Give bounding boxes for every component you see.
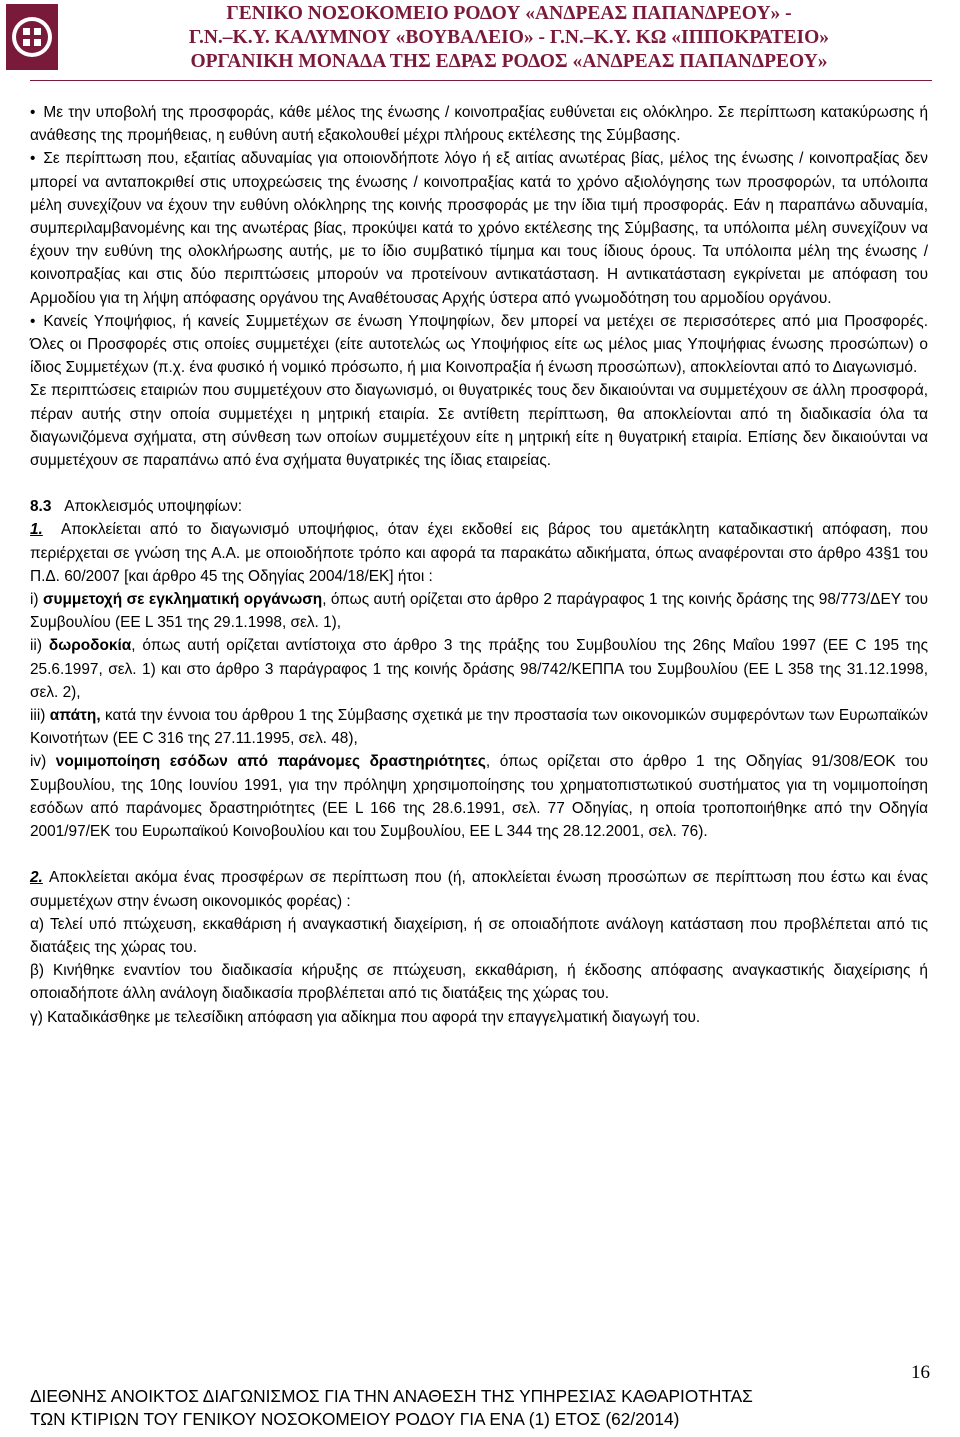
section-number: 8.3 — [30, 498, 52, 516]
header-line-1: ΓΕΝΙΚΟ ΝΟΣΟΚΟΜΕΙΟ ΡΟΔΟΥ «ΑΝΔΡΕΑΣ ΠΑΠΑΝΔΡΕΟΥ» - — [226, 3, 792, 24]
page-footer — [30, 1385, 930, 1431]
subclause-g: γ) Καταδικάσθηκε με τελεσίδικη απόφαση για αδίκημα που αφορά την επαγγελματική διαγωγή του. — [30, 1008, 701, 1026]
paragraph-text: Σε περίπτωση που, εξαιτίας αδυναμίας για οποιονδήποτε λόγο ή εξ αιτίας ανωτέρας βίας, μέλος της ένωσης / κοινοπραξίας δεν μπορεί να ανταποκριθεί στις υποχρεώσεις της ένωσης / κοινοπραξίας κατά το χρόνο αξιολόγησης των προσφορών, τα υπόλοιπα μέλη συνεχίζουν να έχουν την ευθύνη ολόκληρης της κοινής προσφοράς με την ίδια τιμή προσφοράς. Εάν η παραπάνω αδυναμία, συμπεριλαμβανομένης και της ανωτέρας βίας, προκύψει κατά το χρόνο εκτέλεσης της Σύμβασης, τα υπόλοιπα μέλη συνεχίζουν να έχουν την ευθύνη της ολοκλήρωσης αυτής, με το ίδιο συμβατικό τίμημα και τους ίδιους όρους. Τα υπόλοιπα μέλη της ένωσης / κοινοπραξίας και στις δύο περιπτώσεις μπορούν να προτείνουν αντικατάσταση. Η αντικατάσταση εγκρίνεται με απόφαση του Αρμοδίου για τη λήψη απόφασης οργάνου της Αναθέτουσας Αρχής ύστερα από γνωμοδότηση του αρμοδίου οργάνου. — [30, 150, 928, 307]
item-2 — [30, 866, 928, 912]
section-heading — [30, 495, 928, 518]
clause-term: απάτη, — [49, 707, 101, 725]
clause-label: iv) — [30, 753, 47, 771]
clause-term: νομιμοποίηση εσόδων από παράνομες δραστηριότητες — [55, 753, 486, 771]
bullet-icon: • — [30, 150, 36, 168]
footer-line-2: ΤΩΝ ΚΤΙΡΙΩΝ ΤΟΥ ΓΕΝΙΚΟΥ ΝΟΣΟΚΟΜΕΙΟΥ ΡΟΔΟΥ ΓΙΑ ΕΝΑ (1) ΕΤΟΣ (62/2014) — [30, 1409, 680, 1429]
clause-iv — [30, 750, 928, 843]
hospital-logo-icon — [6, 4, 58, 70]
clause-label: iii) — [30, 707, 46, 725]
paragraph-subsidiaries: Σε περιπτώσεις εταιριών που συμμετέχουν στο διαγωνισμό, οι θυγατρικές τους δεν δικαιούνται να συμμετέχουν σε άλλη προσφορά, πέραν αυτής στην οποία συμμετέχει η μητρική εταιρία. Σε αντίθετη περίπτωση, θα αποκλείονται από τη διαδικασία όλα τα διαγωνιζόμενα σχήματα, στη σύνθεση των οποίων συμμετέχουν είτε η μητρική είτε η θυγατρική εταιρία. Επίσης δεν δικαιούνται να συμμετέχουν σε παραπάνω από ένα σχήματα θυγατρικές της ίδιας εταιρείας. — [30, 382, 928, 470]
clause-iii — [30, 704, 928, 750]
item-number: 1. — [30, 521, 43, 539]
item-1 — [30, 518, 928, 588]
clause-text: , όπως ορίζεται στο άρθρο 1 της Οδηγίας 91/308/ΕΟΚ του Συμβουλίου, της 10ης Ιουνίου 1991, για την πρόληψη χρησιμοποίησης του χρηματοπιστωτικού συστήματος για τη νομιμοποίηση εσόδων από παράνομες δραστηριότητες (ΕΕ L 166 της 28.6.1991, σελ. 77 Οδηγίας, η οποία τροποποιήθηκε από την Οδηγία 2001/97/ΕΚ του Ευρωπαϊκού Κοινοβουλίου και του Συμβουλίου, ΕΕ L 344 της 28.12.2001, σελ. 76). — [30, 753, 928, 841]
clause-term: δωροδοκία — [48, 637, 132, 655]
document-body — [30, 101, 928, 1029]
clause-text: , όπως αυτή ορίζεται αντίστοιχα στο άρθρο 3 της πράξης του Συμβουλίου της 26ης Μαΐου 1997 (ΕΕ C 195 της 25.6.1997, σελ. 1) και στο άρθρο 3 παράγραφος 1 της κοινής δράσης 98/742/ΚΕΠΠΑ του Συμβουλίου (ΕΕ L 358 της 31.12.1998, σελ. 2), — [30, 637, 928, 701]
paragraph-text: Κανείς Υποψήφιος, ή κανείς Συμμετέχων σε ένωση Υποψηφίων, δεν μπορεί να μετέχει σε περισσότερες από μια Προσφορές. Όλες οι Προσφορές στις οποίες συμμετέχει (είτε αυτοτελώς ως Υποψήφιος είτε ως μέλος μιας Υποψήφιας ένωσης προσώπων) ο ίδιος Συμμετέχων (π.χ. ένα φυσικό ή νομικό πρόσωπο, ή μια Κοινοπραξία ή ένωση προσώπων), αποκλείονται από το Διαγωνισμό. — [30, 312, 928, 377]
paragraph-text: Με την υποβολή της προσφοράς, κάθε μέλος της ένωσης / κοινοπραξίας ευθύνεται εις ολόκληρο. Σε περίπτωση κατακύρωσης ή ανάθεσης της προμήθειας, η ευθύνη αυτή εξακολουθεί μέχρι πλήρους εκτέλεσης της Σύμβασης. — [30, 104, 928, 145]
item-text: Αποκλείεται ακόμα ένας προσφέρων σε περίπτωση που (ή, αποκλείεται ένωση προσώπων σε περίπτωση που έστω και ένας συμμετέχων στην ένωση οικονομικός φορέας) : — [30, 869, 928, 910]
bullet-paragraph-member-inability — [30, 147, 928, 309]
clause-label: ii) — [30, 637, 42, 655]
clause-ii — [30, 634, 928, 704]
clause-text: , όπως αυτή ορίζεται στο άρθρο 2 παράγραφος 1 της κοινής δράσης της 98/773/ΔΕΥ του Συμβουλίου (ΕΕ L 351 της 29.1.1998, σελ. 1), — [30, 591, 928, 632]
page-number: 16 — [911, 1362, 930, 1383]
page-header — [0, 0, 960, 80]
bullet-paragraph-single-offer — [30, 310, 928, 380]
bullet-paragraph-joint-liability — [30, 101, 928, 147]
clause-text: κατά την έννοια του άρθρου 1 της Σύμβασης σχετικά με την προστασία των οικονομικών συμφερόντων των Ευρωπαϊκών Κοινοτήτων (ΕΕ C 316 της 27.11.1995, σελ. 48), — [30, 707, 928, 748]
footer-line-1: ΔΙΕΘΝΗΣ ΑΝΟΙΚΤΟΣ ΔΙΑΓΩΝΙΣΜΟΣ ΓΙΑ ΤΗΝ ΑΝΑΘΕΣΗ ΤΗΣ ΥΠΗΡΕΣΙΑΣ ΚΑΘΑΡΙΟΤΗΤΑΣ — [30, 1386, 753, 1406]
header-divider — [30, 80, 932, 81]
clause-i — [30, 588, 928, 634]
clause-label: i) — [30, 591, 39, 609]
section-title: Αποκλεισμός υποψηφίων: — [64, 498, 243, 516]
clause-term: συμμετοχή σε εγκληματική οργάνωση — [43, 591, 323, 609]
bullet-icon: • — [30, 312, 36, 330]
subclause-b: β) Κινήθηκε εναντίον του διαδικασία κήρυξης σε πτώχευση, εκκαθάριση, ή έκδοσης απόφασης αναγκαστικής διαχείρισης ή οποιαδήποτε άλλη ανάλογη διαδικασία προβλέπεται από τις διατάξεις της χώρας του. — [30, 962, 928, 1003]
bullet-icon: • — [30, 104, 36, 121]
header-line-3: ΟΡΓΑΝΙΚΗ ΜΟΝΑΔΑ ΤΗΣ ΕΔΡΑΣ ΡΟΔΟΣ «ΑΝΔΡΕΑΣ ΠΑΠΑΝΔΡΕΟΥ» — [190, 51, 828, 72]
header-title — [62, 2, 956, 74]
item-number: 2. — [30, 869, 43, 887]
item-text: Αποκλείεται από το διαγωνισμό υποψήφιος, όταν έχει εκδοθεί εις βάρος του αμετάκλητη καταδικαστική απόφαση, που περιέρχεται σε γνώση της Α.Α. με οποιοδήποτε τρόπο και αφορά τα παρακάτω αδικήματα, όπως αναφέρονται στο άρθρο 43§1 του Π.Δ. 60/2007 [και άρθρο 45 της Οδηγίας 2004/18/ΕΚ] ήτοι : — [30, 521, 928, 585]
header-line-2: Γ.Ν.–Κ.Υ. ΚΑΛΥΜΝΟΥ «ΒΟΥΒΑΛΕΙΟ» - Γ.Ν.–Κ.Υ. ΚΩ «ΙΠΠΟΚΡΑΤΕΙΟ» — [188, 27, 830, 48]
subclause-a: α) Τελεί υπό πτώχευση, εκκαθάριση ή αναγκαστική διαχείριση, ή σε οποιαδήποτε ανάλογη κατάσταση που προβλέπεται από τις διατάξεις της χώρας του. — [30, 915, 928, 956]
